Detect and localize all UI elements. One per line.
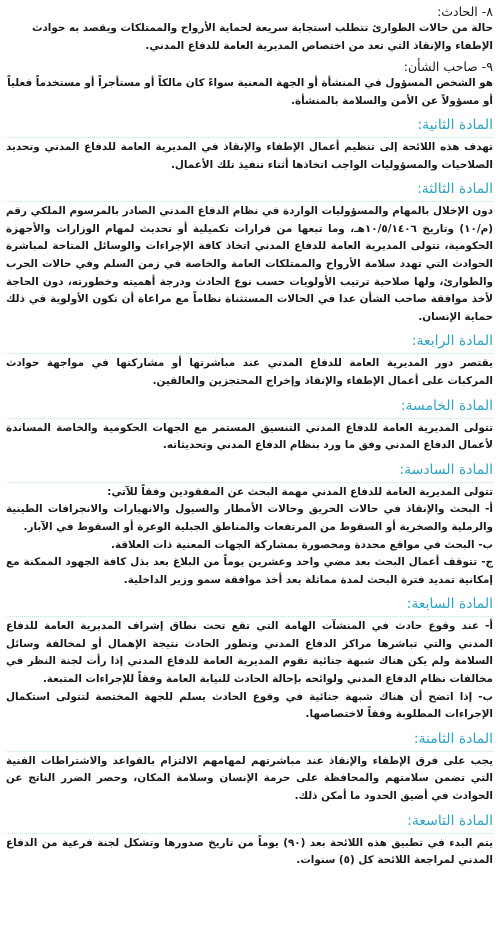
article-4 bbox=[6, 331, 493, 390]
article-item: أ- البحث والإنقاذ في حالات الحريق وحالات الأمطار والسيول والانهيارات والانجرافات الطينية والرملية والصخرية أو السقوط من المرتفعات والمناطق الجبلية الوعرة أو السقوط في الآبار. bbox=[6, 503, 493, 533]
article-title: المادة التاسعة: bbox=[6, 811, 493, 834]
article-title: المادة السابعة: bbox=[6, 594, 493, 617]
article-2 bbox=[6, 115, 493, 174]
article-title: المادة السادسة: bbox=[6, 460, 493, 483]
article-paragraph: يجب على فرق الإطفاء والإنقاذ عند مباشرتهم لمهامهم الالتزام بالقواعد والاشتراطات الفنية التي تضمن سلامتهم والمحافظة على حرمة الإنسان وسلامة المكان، وحصر الضرر الناتج عن الحوادث في أضيق الحدود ما أمكن ذلك. bbox=[6, 754, 493, 803]
article-paragraph: تتولى المديرية العامة للدفاع المدني التنسيق المستمر مع الجهات الحكومية والخاصة المساندة لأعمال الدفاع المدني وفق ما ورد بنظام الدفاع المدني وتحديثاته. bbox=[6, 421, 493, 452]
article-title: المادة الثالثة: bbox=[6, 179, 493, 202]
definition-9 bbox=[6, 58, 493, 110]
article-5 bbox=[6, 396, 493, 455]
document-page bbox=[0, 3, 501, 938]
article-paragraph: يقتصر دور المديرية العامة للدفاع المدني عند مباشرتها أو مشاركتها في مواجهة حوادث المركبات على أعمال الإطفاء والإنقاذ وإخراج المحتجزين والعالقين. bbox=[6, 357, 493, 387]
article-title: المادة الثانية: bbox=[6, 115, 493, 138]
article-paragraph: تتولى المديرية العامة للدفاع المدني مهمة البحث عن المفقودين وفقاً للآتي: bbox=[107, 485, 493, 498]
article-paragraph: دون الإخلال بالمهام والمسؤوليات الواردة في نظام الدفاع المدني الصادر بالمرسوم الملكي رقم (م/١٠) وتاريخ ١٠/٥/١٤٠٦هـ، وما تبعها من قرارات تكميلية أو تحديث لمهام الوزارات والأجهزة الحكومية، تتولى المديرية العامة للدفاع المدني اتخاذ كافة الإجراءات والوسائل المتاحة لمباشرة الحوادث التي تهدد سلامة الأرواح والممتلكات العامة والخاصة في زمن السلم وفي حالات الحرب والطوارئ، ولها صلاحية ترتيب الأولويات حسب نوع الحادث ودرجة أهميته وخطورته، دون الحاجة لأخذ موافقة صاحب الشأن عدا في الحالات المستثناة نظاماً مع مراعاة أن تكون الأولوية في ذلك حماية الإنسان. bbox=[6, 205, 493, 323]
article-3 bbox=[6, 179, 493, 326]
article-8 bbox=[6, 729, 493, 806]
definition-term: ٨- الحادث: bbox=[437, 4, 493, 19]
article-6 bbox=[6, 460, 493, 590]
article-title: المادة الخامسة: bbox=[6, 396, 493, 419]
article-paragraph: يتم البدء في تطبيق هذه اللائحة بعد (٩٠) يوماً من تاريخ صدورها وتشكل لجنة فرعية من الدفاع المدني لمراجعة اللائحة كل (٥) سنوات. bbox=[6, 836, 493, 867]
article-item: ج- تتوقف أعمال البحث بعد مضي واحد وعشرين يوماً من البلاغ بعد بذل كافة الجهود الممكنة مع إمكانية تمديد فترة البحث لمدة مماثلة بعد أخذ موافقة سمو وزير الداخلية. bbox=[6, 556, 493, 586]
article-item: ب- إذا اتضح أن هناك شبهة جنائية في وقوع الحادث يسلم للجهة المختصة لتتولى استكمال الإجراءات المطلوبة وفقاً لاختصاصها. bbox=[6, 690, 493, 721]
article-title: المادة الثامنة: bbox=[6, 729, 493, 752]
definitions-section bbox=[6, 3, 493, 110]
article-title: المادة الرابعة: bbox=[6, 331, 493, 354]
article-paragraph: تهدف هذه اللائحة إلى تنظيم أعمال الإطفاء والإنقاذ في المديرية العامة للدفاع المدني وتحديد الصلاحيات والمسؤوليات الواجب اتخاذها أثناء تنفيذ تلك الأعمال. bbox=[6, 141, 493, 171]
article-item: ب- البحث في مواقع محددة ومحصورة بمشاركة الجهات المعنية ذات العلاقة. bbox=[111, 538, 493, 551]
definition-term: ٩- صاحب الشأن: bbox=[403, 59, 493, 74]
definition-text: هو الشخص المسؤول في المنشأة أو الجهة المعنية سواءً كان مالكاً أو مستأجراً أو مستخدماً فعلياً أو مسؤولاً عن الأمن والسلامة بالمنشأة. bbox=[7, 77, 493, 107]
article-9 bbox=[6, 811, 493, 870]
article-item: أ- عند وقوع حادث في المنشآت الهامة التي تقع تحت نطاق إشراف المديرية العامة للدفاع المدني والتي تباشرها مراكز الدفاع المدني وتطور الحادث نتيجة الإهمال أو لمخالفة وسائل السلامة ولم يكن هناك شبهة جنائية تقوم المديرية العامة للدفاع المدني إذا رأت لجنة النظر في مخالفات نظام الدفاع المدني ولوائحه بإحالة الحادث للنيابة العامة وفقاً للإجراءات المتبعة. bbox=[6, 620, 493, 686]
definition-text: حالة من حالات الطوارئ تتطلب استجابة سريعة لحماية الأرواح والممتلكات ويقصد به حوادث الإطفاء والإنقاذ التي تعد من اختصاص المديرية العامة للدفاع المدني. bbox=[32, 22, 493, 52]
definition-8 bbox=[6, 3, 493, 55]
article-7 bbox=[6, 594, 493, 724]
